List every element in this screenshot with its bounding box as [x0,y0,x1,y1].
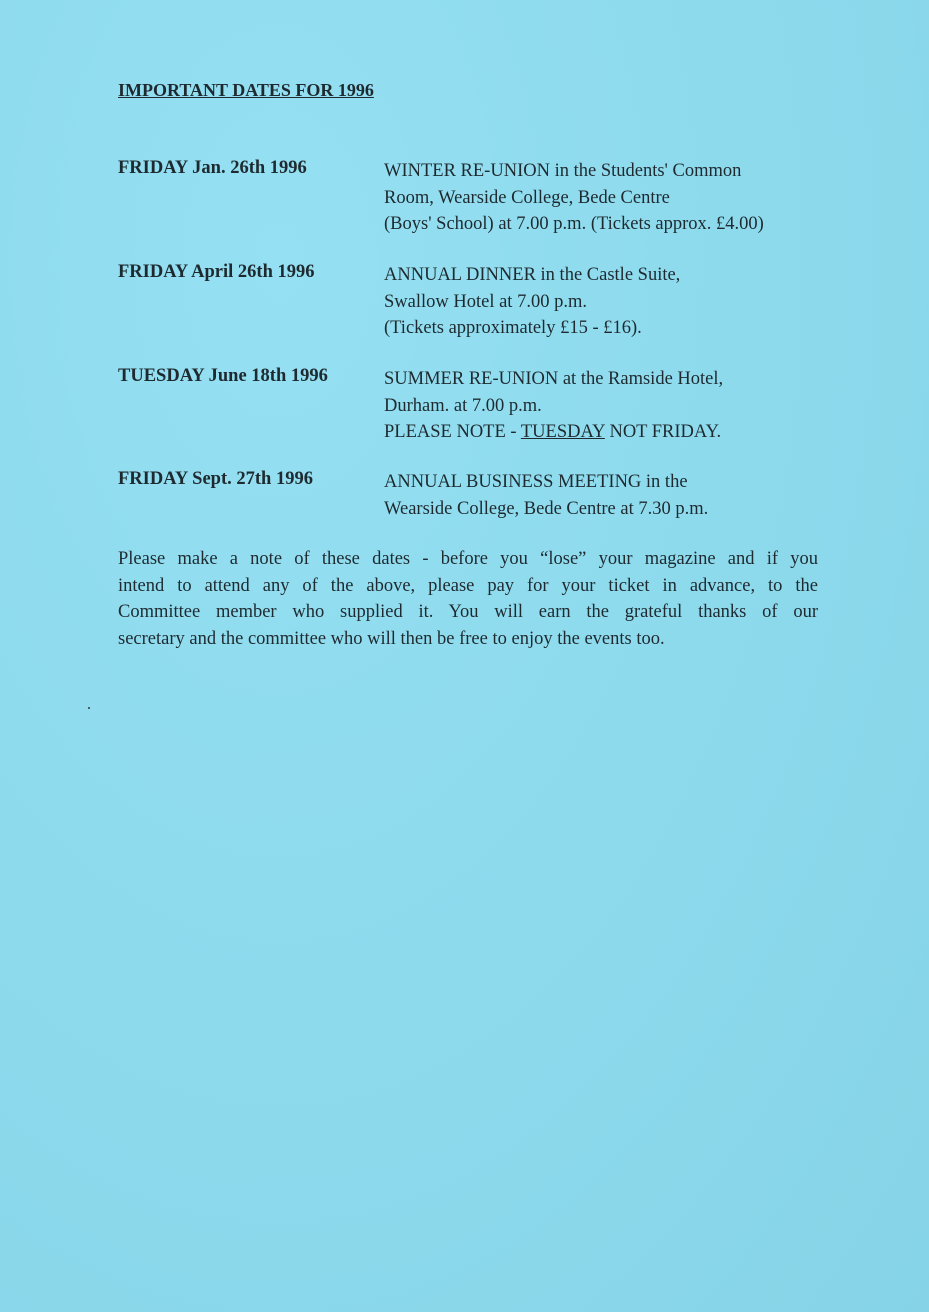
event-note-line [384,419,723,446]
event-description-line: Swallow Hotel at 7.00 p.m. [384,291,587,312]
event-description-line: ANNUAL DINNER in the Castle Suite, [384,265,681,285]
event-note-emphasis: TUESDAY [520,422,605,442]
event-description-line: (Boys' School) at 7.00 p.m. (Tickets approx. £4.00) [384,214,764,234]
event-description-line: (Tickets approximately £15 - £16). [384,318,642,338]
paragraph-line: intend to attend any of the above, please pay for your ticket in advance, to the [118,575,818,596]
event-description-line: Wearside College, Bede Centre at 7.30 p.m. [384,498,709,519]
event-description [384,158,764,238]
paper-speck [88,707,90,709]
event-note-suffix: NOT FRIDAY. [604,422,722,442]
event-description-line: WINTER RE-UNION in the Students' Common [384,161,742,181]
closing-note-paragraph [118,546,818,652]
page-title: IMPORTANT DATES FOR 1996 [118,80,374,100]
event-date: TUESDAY June 18th 1996 [118,366,328,386]
event-note-prefix: PLEASE NOTE - [384,422,521,442]
event-date: FRIDAY Jan. 26th 1996 [118,158,307,178]
event-description-line: Room, Wearside College, Bede Centre [384,187,670,208]
event-description-line: Durham. at 7.00 p.m. [384,395,542,416]
paragraph-line: secretary and the committee who will then be free to enjoy the events too. [118,628,665,649]
event-description [384,366,723,446]
event-description [384,469,708,522]
event-description-line: ANNUAL BUSINESS MEETING in the [384,472,688,492]
event-date: FRIDAY April 26th 1996 [118,262,315,282]
paragraph-line: Please make a note of these dates - before you “lose” your magazine and if you [118,549,818,569]
event-description-line: SUMMER RE-UNION at the Ramside Hotel, [384,369,724,389]
paragraph-line: Committee member who supplied it. You will earn the grateful thanks of our [118,602,818,622]
event-date: FRIDAY Sept. 27th 1996 [118,469,313,489]
event-description [384,262,680,342]
